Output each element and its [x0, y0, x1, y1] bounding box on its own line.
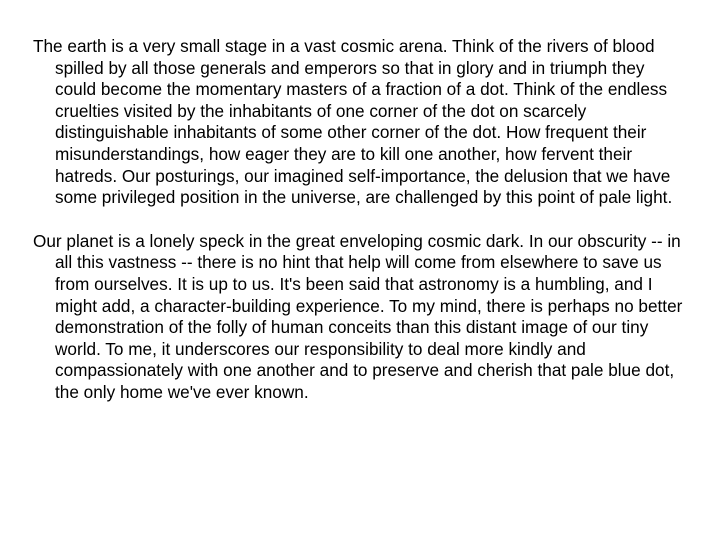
paragraph-1: The earth is a very small stage in a vast cosmic arena. Think of the rivers of blood spilled by all those generals and emperors so that in glory and in triumph they could become the momentary masters of a fraction of a dot. Think of the endless cruelties visited by the inhabitants of one corner of the dot on scarcely distinguishable inhabitants of some other corner of the dot. How frequent their misunderstandings, how eager they are to kill one another, how fervent their hatreds. Our posturings, our imagined self-importance, the delusion that we have some privileged position in the universe, are challenged by this point of pale light.	[33, 36, 673, 208]
paragraph-2: Our planet is a lonely speck in the great enveloping cosmic dark. In our obscurity -- in all this vastness -- there is no hint that help will come from elsewhere to save us from ourselves. It is up to us. It's been said that astronomy is a humbling, and I might add, a character-building experience. To my mind, there is perhaps no better demonstration of the folly of human conceits than this distant image of our tiny world. To me, it underscores our responsibility to deal more kindly and compassionately with one another and to preserve and cherish that pale blue dot, the only home we've ever known.	[33, 230, 683, 402]
text-block	[33, 36, 688, 404]
